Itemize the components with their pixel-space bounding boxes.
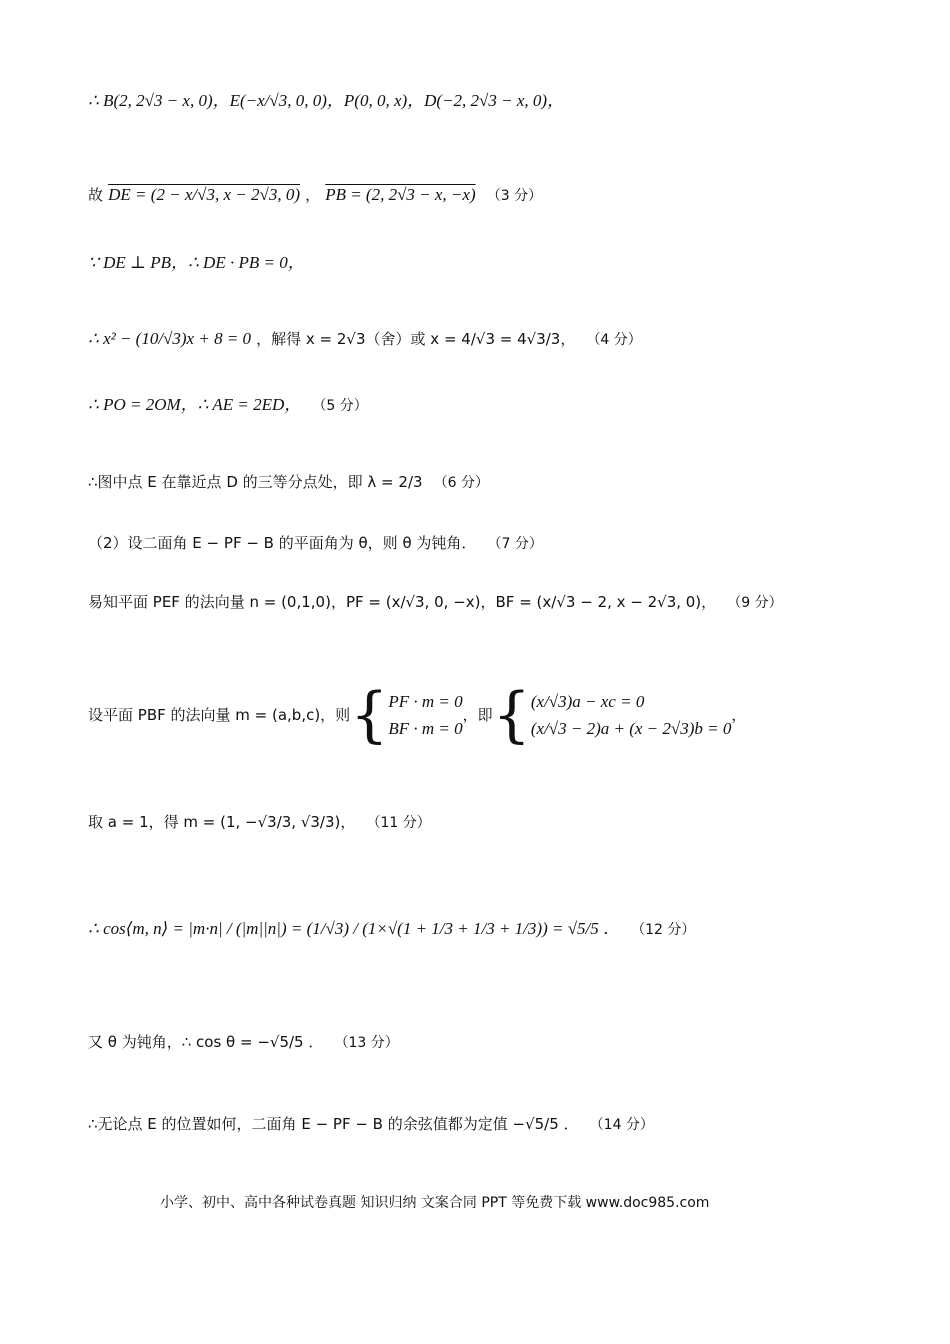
comma-separator: ， xyxy=(305,186,321,204)
score-6: （6 分） xyxy=(433,475,489,491)
system-mid: ，即 xyxy=(462,705,493,724)
line-obtuse xyxy=(88,1034,399,1050)
line-vectors-de-pb xyxy=(88,186,542,203)
score-11: （11 分） xyxy=(366,815,431,831)
line-quadratic xyxy=(88,330,642,347)
score-9: （9 分） xyxy=(727,595,783,611)
score-3: （3 分） xyxy=(486,188,543,204)
line-cosine xyxy=(88,920,695,937)
line-system xyxy=(88,660,746,770)
obtuse-text: 又 θ 为钝角，∴ cos θ = −√5/5 ． xyxy=(88,1033,324,1051)
system-expanded xyxy=(531,688,732,742)
line-trisection xyxy=(88,474,489,490)
score-13: （13 分） xyxy=(334,1035,399,1051)
line-coordinates xyxy=(88,92,564,109)
ratio-text: ∴ PO = 2OM，∴ AE = 2ED， xyxy=(88,395,302,414)
system-dot-products xyxy=(388,688,462,742)
score-5: （5 分） xyxy=(312,398,368,414)
score-14: （14 分） xyxy=(589,1117,654,1133)
line-perpendicular xyxy=(88,254,305,271)
take-a-text: 取 a = 1，得 m = (1, −√3/3, √3/3)， xyxy=(88,813,356,831)
score-7: （7 分） xyxy=(487,536,543,552)
system-prefix: 设平面 PBF 的法向量 m = (a,b,c)，则 xyxy=(88,705,351,724)
normal-vectors-text: 易知平面 PEF 的法向量 n = (0,1,0)，PF = (x/√3, 0, −x)，BF = (x/√3 − 2, x − 2√3, 0)， xyxy=(88,593,717,611)
page-footer: 小学、初中、高中各种试卷真题 知识归纳 文案合同 PPT 等免费下载 www.doc985.com xyxy=(160,1195,710,1211)
left-brace-icon: { xyxy=(350,680,389,750)
system-eq-expanded-2: (x/√3 − 2)a + (x − 2√3)b = 0 xyxy=(530,719,732,738)
cosine-text: ∴ cos⟨m, n⟩ = |m·n| / (|m||n|) = (1/√3) / (1×√(1 + 1/3 + 1/3 + 1/3)) = √5/5 ． xyxy=(88,919,621,938)
system-end: ， xyxy=(731,705,747,724)
left-brace-icon: { xyxy=(492,680,531,750)
quadratic-equation: ∴ x² − (10/√3)x + 8 = 0 xyxy=(88,329,252,348)
trisection-text: ∴图中点 E 在靠近点 D 的三等分点处，即 λ = 2/3 xyxy=(88,473,423,491)
score-12: （12 分） xyxy=(631,922,696,938)
line-ratio xyxy=(88,396,368,413)
line-normal-vectors xyxy=(88,594,783,610)
line-conclusion xyxy=(88,1116,654,1132)
perpendicular-text: ∵ DE ⊥ PB，∴ DE · PB = 0， xyxy=(88,253,305,272)
quadratic-solution: ，解得 x = 2√3（舍）或 x = 4/√3 = 4√3/3， xyxy=(256,330,576,348)
vector-pb: PB = (2, 2√3 − x, −x) xyxy=(325,185,476,204)
system-eq-expanded-1: (x/√3)a − xc = 0 xyxy=(530,691,645,711)
system-eq-pf: PF · m = 0 xyxy=(388,691,463,711)
part2-setup-text: （2）设二面角 E − PF − B 的平面角为 θ，则 θ 为钝角． xyxy=(88,534,477,552)
line-take-a xyxy=(88,814,431,830)
conclusion-text: ∴无论点 E 的位置如何，二面角 E − PF − B 的余弦值都为定值 −√5/5 ． xyxy=(88,1115,579,1133)
coordinates-text: ∴ B(2, 2√3 − x, 0)，E(−x/√3, 0, 0)，P(0, 0, x)，D(−2, 2√3 − x, 0)， xyxy=(88,91,565,110)
prefix-therefore: 故 xyxy=(88,186,104,204)
line-part2-setup xyxy=(88,535,543,551)
vector-de: DE = (2 − x/√3, x − 2√3, 0) xyxy=(108,185,300,204)
system-eq-bf: BF · m = 0 xyxy=(388,719,463,738)
score-4: （4 分） xyxy=(586,332,642,348)
